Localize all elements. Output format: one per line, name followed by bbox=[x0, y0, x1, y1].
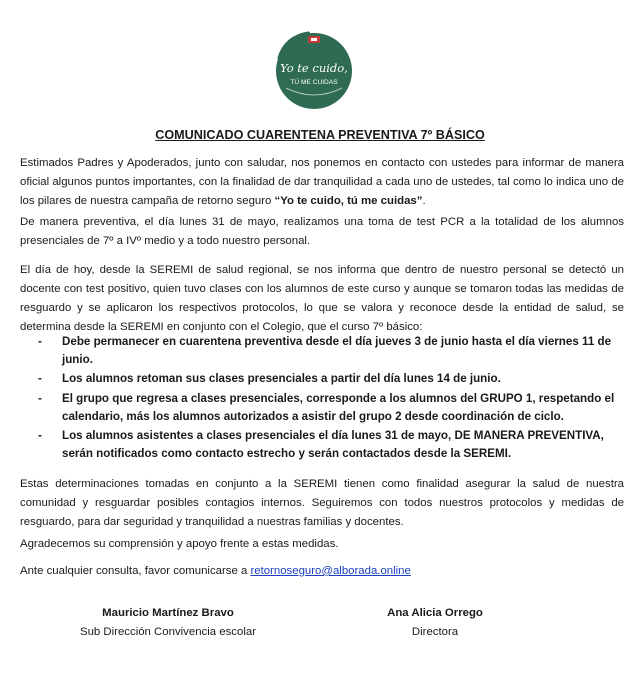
list-item bbox=[20, 370, 624, 388]
paragraph-seremi: El día de hoy, desde la SEREMI de salud regional, se nos informa que dentro de nuestro personal se detectó un docente con test positivo, quien tuvo clases con los alumnos de este curso y aunque se tomaron todas las medidas de resguardo y se aplicaron los respectivos protocolos, lo que se valora y reconoce desde la entidad de salud, se determina desde la SEREMI en conjunto con el Colegio, que el curso 7º básico: bbox=[20, 264, 624, 333]
signature-role: Directora bbox=[411, 626, 459, 638]
logo-line-1: Yo te cuido, bbox=[280, 61, 348, 75]
bullet-text: Los alumnos retoman sus clases presenciales a partir del día lunes 14 de junio. bbox=[62, 372, 501, 386]
signature-name: Mauricio Martínez Bravo bbox=[102, 607, 234, 619]
intro-text: Estimados Padres y Apoderados, junto con saludar, nos ponemos en contacto con ustedes para informar de manera oficial algunos puntos importantes, con la finalidad de dar tranquilidad a cada uno de ustedes, tal como lo indica uno de los pilares de nuestra campaña de retorno seguro bbox=[20, 157, 624, 207]
bullet-dash: - bbox=[38, 335, 42, 348]
intro-end: . bbox=[422, 195, 426, 207]
signature-block-subdirection bbox=[58, 604, 278, 642]
list-item bbox=[20, 427, 624, 463]
bullet-dash: - bbox=[38, 372, 42, 386]
signature-block-director bbox=[330, 604, 540, 642]
contact-text: Ante cualquier consulta, favor comunicarse a bbox=[20, 565, 251, 577]
document-title: COMUNICADO CUARENTENA PREVENTIVA 7º BÁSICO bbox=[155, 128, 485, 142]
measures-list bbox=[20, 333, 624, 464]
paragraph-pcr-test: De manera preventiva, el día lunes 31 de mayo, realizamos una toma de test PCR a la totalidad de los alumnos presenciales de 7º a IVº medio y a todo nuestro personal. bbox=[20, 216, 624, 247]
list-item bbox=[20, 333, 624, 369]
list-item bbox=[20, 390, 624, 426]
paragraph-determinations: Estas determinaciones tomadas en conjunto a la SEREMI tienen como finalidad asegurar la salud de nuestra comunidad y resguardar posibles contagios internos. Seguiremos con todos nuestros protocolos y medidas de resguardo, para dar seguridad y tranquilidad a nuestras familias y docentes. bbox=[20, 478, 624, 528]
campaign-logo bbox=[272, 28, 356, 112]
logo-line-2: TÚ ME CUIDAS bbox=[290, 79, 338, 86]
intro-slogan: “Yo te cuido, tú me cuidas” bbox=[274, 195, 423, 207]
signature-name: Ana Alicia Orrego bbox=[387, 607, 483, 619]
bullet-dash: - bbox=[38, 391, 42, 405]
signature-role: Sub Dirección Convivencia escolar bbox=[79, 626, 256, 638]
bullet-text: Debe permanecer en cuarentena preventiva desde el día jueves 3 de junio hasta el día viernes 11 de junio. bbox=[62, 335, 612, 367]
paragraph-contact bbox=[20, 562, 624, 581]
paragraph-intro bbox=[20, 154, 624, 211]
bullet-text: Los alumnos asistentes a clases presenciales el día lunes 31 de mayo, DE MANERA PREVENTIVA, serán notificados como contacto estrecho y serán contactados desde la SEREMI. bbox=[62, 429, 604, 461]
contact-email-link[interactable]: retornoseguro@alborada.online bbox=[250, 565, 411, 577]
bullet-text: El grupo que regresa a clases presenciales, corresponde a los alumnos del GRUPO 1, respetando el calendario, más los alumnos autorizados a asistir del grupo 2 desde coordinación de ciclo. bbox=[62, 391, 615, 423]
bullet-dash: - bbox=[38, 429, 42, 443]
paragraph-thanks: Agradecemos su comprensión y apoyo frente a estas medidas. bbox=[20, 538, 339, 550]
